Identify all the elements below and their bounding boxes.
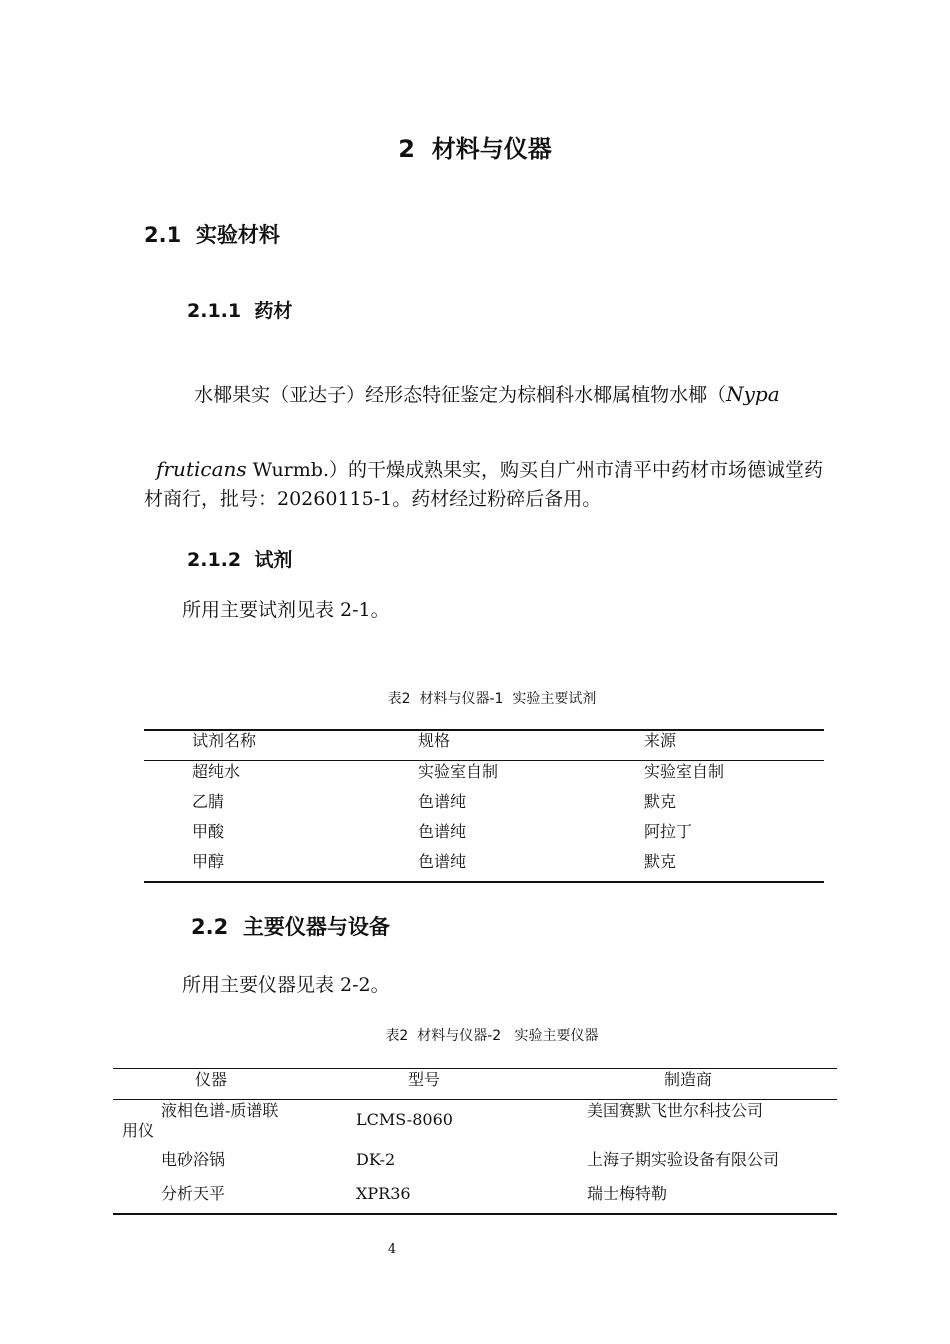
section-heading-2-1: 2.1 实验材料 [144,223,280,247]
table2-cell: 电砂浴锅 [161,1150,226,1169]
table1-cell: 默克 [644,852,677,871]
table1-cell: 色谱纯 [418,822,467,841]
section-heading-2-1-2: 2.1.2 试剂 [187,549,293,571]
latin-species: fruticans [156,457,247,481]
herb-paragraph-line-3: 材商行，批号：20260115-1。药材经过粉碎后备用。 [144,488,602,510]
table1-cell: 默克 [644,792,677,811]
table1-cell: 阿拉丁 [644,822,693,841]
section-heading-2-2: 2.2 主要仪器与设备 [191,915,390,939]
table1-cell: 超纯水 [192,762,241,781]
herb-text-1a: 水椰果实（亚达子）经形态特征鉴定为棕榈科水椰属植物水椰（ [194,384,727,406]
table1-header-spec: 规格 [418,731,451,750]
page-number: 4 [387,1242,397,1257]
table1-cell: 实验室自制 [418,762,499,781]
table2-cell: 美国赛默飞世尔科技公司 [587,1101,764,1120]
table2-top-rule [113,1068,837,1069]
table1-cell: 甲醇 [192,852,225,871]
table2-cell: DK-2 [356,1150,396,1169]
table2-header-rule [113,1099,837,1100]
table2-header-model: 型号 [408,1070,441,1089]
herb-paragraph-line-2 [144,440,823,480]
table1-header-source: 来源 [644,731,677,750]
reagent-intro: 所用主要试剂见表 2-1。 [182,599,390,621]
table2-cell: 上海子期实验设备有限公司 [587,1150,780,1169]
table1-bottom-rule [144,881,824,883]
table1-header-name: 试剂名称 [192,731,257,750]
herb-paragraph-line-1 [182,365,780,405]
table1-cell: 甲酸 [192,822,225,841]
chapter-title: 2 材料与仪器 [398,135,552,163]
table2-header-maker: 制造商 [664,1070,713,1089]
table1-cell: 乙腈 [192,792,225,811]
table2-cell: 分析天平 [161,1184,226,1203]
table2-cell: 液相色谱-质谱联 [161,1101,279,1120]
latin-genus: Nypa [726,382,780,406]
table1-header-rule [144,760,824,761]
table2-bottom-rule [113,1213,837,1215]
table2-header-instrument: 仪器 [195,1070,228,1089]
table1-cell: 色谱纯 [418,852,467,871]
table1-cell: 实验室自制 [644,762,725,781]
table1-caption: 表2 材料与仪器-1 实验主要试剂 [387,691,597,707]
table2-caption: 表2 材料与仪器-2 实验主要仪器 [385,1028,599,1044]
table1-cell: 色谱纯 [418,792,467,811]
herb-text-2b: Wurmb.）的干燥成熟果实，购买自广州市清平中药材市场德诚堂药 [246,459,823,481]
instrument-intro: 所用主要仪器见表 2-2。 [182,974,390,996]
table2-cell: XPR36 [356,1184,411,1203]
table2-cell: LCMS-8060 [356,1110,453,1129]
table2-cell: 瑞士梅特勒 [587,1184,668,1203]
table2-cell: 用仪 [122,1121,155,1140]
section-heading-2-1-1: 2.1.1 药材 [187,300,293,322]
